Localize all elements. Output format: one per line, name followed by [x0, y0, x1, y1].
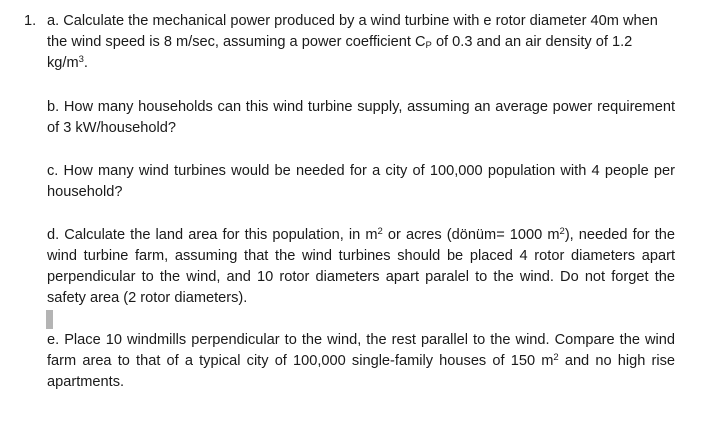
question-part-d: [47, 225, 675, 309]
question-number: 1.: [24, 13, 37, 29]
question-part-b: b. How many households can this wind turbine supply, assuming an average power requirement of 3 kW/household?: [47, 99, 675, 136]
text-cursor[interactable]: [46, 310, 53, 329]
part-e-superscript: 2: [553, 352, 559, 363]
part-d-text-1: d. Calculate the land area for this population, in m: [47, 227, 378, 243]
part-d-superscript-2: 2: [559, 226, 565, 237]
part-a-text-2: of 0.3 and an air density of 1.2 kg/m: [47, 34, 633, 71]
part-e-text-2: and no high rise apartments.: [47, 353, 675, 390]
question-part-e: [47, 330, 675, 393]
part-a-subscript: P: [425, 40, 432, 51]
part-a-text-1: a. Calculate the mechanical power produced by a wind turbine with e rotor diameter 40m when the wind speed is 8 m/sec, assuming a power coefficient C: [47, 13, 658, 50]
part-a-superscript: 3: [78, 54, 84, 65]
part-d-superscript-1: 2: [377, 226, 383, 237]
part-d-text-3: ), needed for the wind turbine farm, assuming that the wind turbines should be placed 4 rotor diameters apart perpendicular to the wind, and 10 rotor diameters apart paralel to the wind. Do not forget the safety area (2 rotor diameters).: [47, 227, 675, 306]
part-a-text-3: .: [83, 55, 88, 71]
question-part-c: c. How many wind turbines would be needed for a city of 100,000 population with 4 people per household?: [47, 163, 675, 200]
question-part-a: [47, 11, 675, 74]
part-d-text-2: or acres (dönüm= 1000 m: [382, 227, 560, 243]
part-e-text-1: e. Place 10 windmills perpendicular to the wind, the rest parallel to the wind. Compare the wind farm area to that of a typical city of 100,000 single-family houses of 150 m: [47, 332, 675, 369]
